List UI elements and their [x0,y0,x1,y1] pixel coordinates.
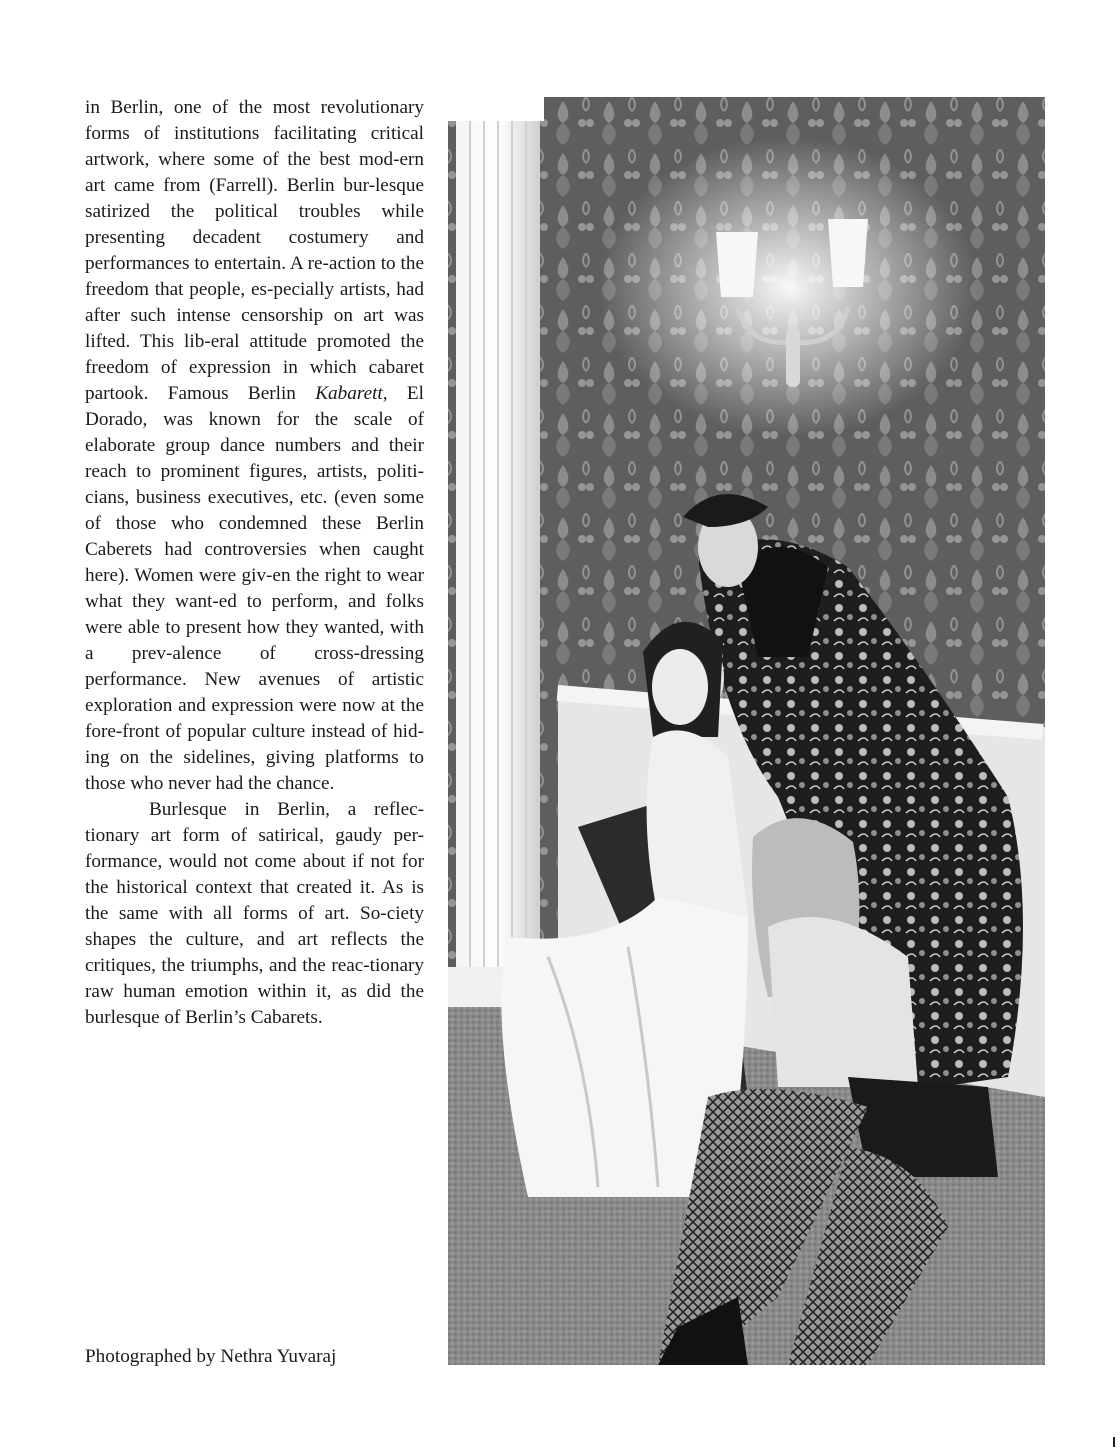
article-text-column [85,95,424,1031]
paragraph-1-text: in Berlin, one of the most revolutionary forms of institutions facilitating critical artwork, where some of the best mod-ern art came from (Farrell). Berlin bur-lesque satirized the political troubles while presenting decadent costumery and performances to entertain. A re-action to the freedom that people, es-pecially artists, had after such intense censorship on art was lifted. This lib-eral attitude promoted the freedom of expression in which cabaret partook. Famous Berlin [85,97,424,404]
article-paragraph-2: Burlesque in Berlin, a reflec-tionary art form of satirical, gaudy per-formance, would not come about if not for the historical context that created it. As is the same with all forms of art. So-ciety shapes the culture, and art reflects the critiques, the triumphs, and the reac-tionary raw human emotion within it, as did the burlesque of Berlin’s Cabarets. [85,799,424,1028]
page-edge-mark [1113,1437,1115,1447]
photo-illustration [448,97,1045,1365]
editorial-photograph [448,97,1045,1365]
photo-credit: Photographed by Nethra Yuvaraj [85,1346,337,1367]
fluted-column [448,97,548,1007]
paragraph-1-text-continued: , El Dorado, was known for the scale of elaborate group dance numbers and their reach to prominent figures, artists, politi-cians, business executives, etc. (even some of those who condemned these Berlin Caberets had controversies when caught here). Women were giv-en the right to wear what they want-ed to perform, and folks were able to present how they wanted, with a prev-alence of cross-dressing performance. New avenues of artistic exploration and expression were now at the fore-front of popular culture instead of hid-ing on the sidelines, giving platforms to those who never had the chance. [85,383,424,794]
kabarett-italic: Kabarett [315,383,383,404]
article-paragraph-1 [85,95,424,797]
